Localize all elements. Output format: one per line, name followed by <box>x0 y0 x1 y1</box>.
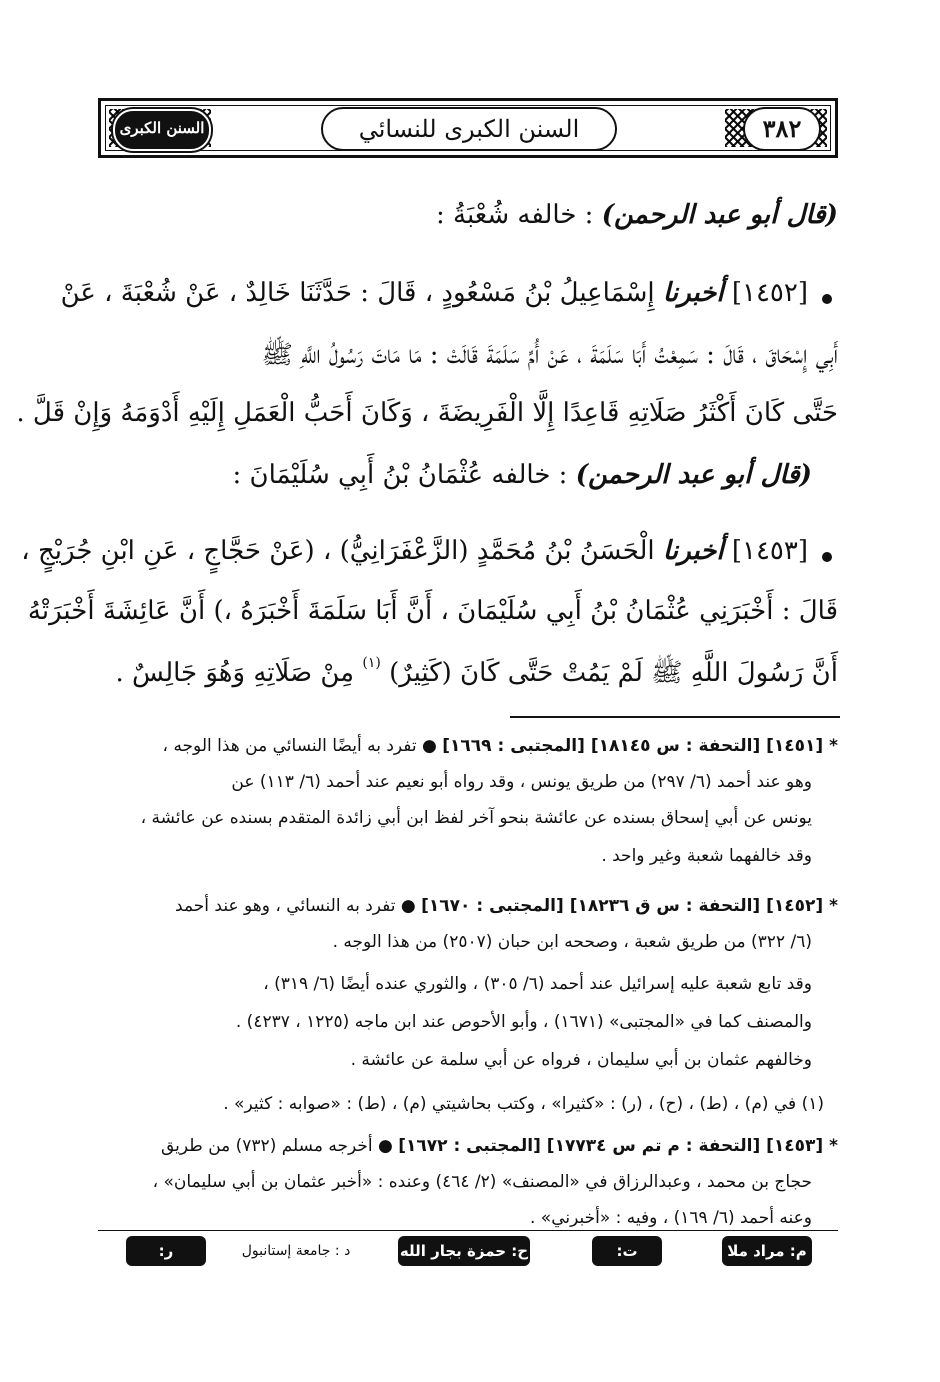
footer-rule <box>98 1230 838 1231</box>
footnote-1453-ref: * [١٤٥٣] [التحفة : م تم س ١٧٧٣٤] [المجتبى : ١٦٧٢] <box>398 1136 838 1156</box>
footnote-1452-line-2: (٦/ ٣٢٢) من طريق شعبة ، وصححه ابن حبان (٢٥٠٧) من هذا الوجه . <box>332 932 812 952</box>
manuscript-label-d: د : جامعة إستانبول <box>241 1243 351 1259</box>
footnote-1451-line-2: وهو عند أحمد (٦/ ٢٩٧) من طريق يونس ، وقد رواه أبو نعيم عند أحمد (٦/ ١١٣) عن <box>231 772 812 792</box>
hadith-number-1453: [١٤٥٣] <box>731 536 808 566</box>
variant-note-1: (١) في (م) ، (ط) ، (ح) ، (ر) : «كثيرا» ، وكتب بحاشيتي (م) ، (ط) : «صوابه : كثير» . <box>223 1094 824 1114</box>
footnote-1452-line-5: وخالفهم عثمان بن أبي سليمان ، فرواه عن أبي سلمة عن عائشة . <box>350 1050 812 1070</box>
footnote-1453-line-2: حجاج بن محمد ، وعبدالرزاق في «المصنف» (٢/ ٤٦٤) وعنده : «أخبر عثمان بن أبي سليمان» ، <box>152 1172 812 1192</box>
manuscript-badge-t: ت: تطوان <box>592 1236 662 1266</box>
manuscript-badge-h: ح: حمزة بجار الله <box>398 1236 530 1266</box>
footnote-1453-line-3: وعنه أحمد (٦/ ١٦٩) ، وفيه : «أخبرني» . <box>529 1208 812 1228</box>
hadith-1452-line-3: حَتَّى كَانَ أَكْثَرُ صَلَاتِهِ قَاعِدًا إِلَّا الْفَرِيضَةَ ، وَكَانَ أَحَبُّ الْعَمَلِ إِلَيْهِ أَدْوَمَهُ وَإِنْ قَلَّ . <box>16 398 838 428</box>
hadith-1452-line-2: أَبِي إِسْحَاقَ ، قَالَ : سَمِعْتُ أَبَا سَلَمَةَ ، عَنْ أُمِّ سَلَمَةَ قَالَتْ : مَا مَاتَ رَسُولُ اللَّهِ ﷺ <box>261 340 838 370</box>
text-line-1 <box>436 200 838 230</box>
author-statement: (قال أبو عبد الرحمن) <box>575 460 812 490</box>
text-line-5 <box>232 460 812 490</box>
footnote-1451-note: ● تفرد به أيضًا النسائي من هذا الوجه ، <box>162 736 437 756</box>
footnote-1451-line-3: يونس عن أبي إسحاق بسنده عن عائشة بنحو آخر لفظ ابن أبي زائدة المتقدم بسنده عن عائشة ، <box>140 808 812 828</box>
footnote-marker-1: (١) <box>362 655 381 671</box>
hadith-1453-text-3a: أَنَّ رَسُولَ اللَّهِ ﷺ لَمْ يَمُتْ حَتَّى كَانَ (كَثِيرٌ) <box>389 658 838 688</box>
hadith-1453-line-3 <box>116 656 838 694</box>
footnote-1452-line-1 <box>175 896 838 916</box>
hadith-1453-text-1: الْحَسَنُ بْنُ مُحَمَّدٍ (الزَّعْفَرَانِيُّ) ، (عَنْ حَجَّاجٍ ، عَنِ ابْنِ جُرَيْجٍ ، <box>21 536 655 566</box>
text-line-5-rest: : خالفه عُثْمَانُ بْنُ أَبِي سُلَيْمَانَ : <box>232 460 568 490</box>
hadith-1453-line-2: قَالَ : أَخْبَرَنِي عُثْمَانُ بْنُ أَبِي سُلَيْمَانَ ، أَنَّ أَبَا سَلَمَةَ أَخْبَرَهُ ،) أَنَّ عَائِشَةَ أَخْبَرَتْهُ <box>27 596 838 626</box>
page-number: ٣٨٢ <box>743 107 821 151</box>
footnote-1452-line-3: وقد تابع شعبة عليه إسرائيل عند أحمد (٦/ ٣٠٥) ، والثوري عنده أيضًا (٦/ ٣١٩) ، <box>263 974 812 994</box>
hadith-1453-line-1 <box>21 536 808 566</box>
akhbarana-label: أخبرنا <box>662 536 724 566</box>
page-header <box>98 98 838 158</box>
footnote-1453-line-1 <box>161 1136 838 1156</box>
footnote-1451-line-1 <box>163 736 838 756</box>
footnote-1452-ref: * [١٤٥٢] [التحفة : س ق ١٨٢٣٦] [المجتبى : ١٦٧٠] <box>421 896 838 916</box>
text-line-1-rest: : خالفه شُعْبَةُ : <box>436 200 594 230</box>
akhbarana-label: أخبرنا <box>662 278 724 308</box>
hadith-bullet-1452 <box>822 294 832 304</box>
manuscript-badge-r: ر: الظاهرية <box>126 1236 206 1266</box>
footnote-1451-line-4: وقد خالفهما شعبة وغير واحد . <box>601 846 812 866</box>
author-statement: (قال أبو عبد الرحمن) <box>601 200 838 230</box>
book-title: السنن الكبرى للنسائي <box>321 107 617 151</box>
hadith-1452-line-1 <box>61 278 808 308</box>
hadith-number-1452: [١٤٥٢] <box>731 278 808 308</box>
emblem-text: السنن الكبرى <box>119 119 205 137</box>
hadith-bullet-1453 <box>822 552 832 562</box>
hadith-1452-text-1: إِسْمَاعِيلُ بْنُ مَسْعُودٍ ، قَالَ : حَدَّثَنَا خَالِدٌ ، عَنْ شُعْبَةَ ، عَنْ <box>60 278 655 308</box>
manuscript-badge-m: م: مراد ملا <box>722 1236 812 1266</box>
footnote-1453-note: ● أخرجه مسلم (٧٣٢) من طريق <box>160 1136 393 1156</box>
footnote-1452-line-4: والمصنف كما في «المجتبى» (١٦٧١) ، وأبو الأحوص عند ابن ماجه (١٢٢٥ ، ٤٢٣٧) . <box>235 1012 812 1032</box>
footnote-1452-note: ● تفرد به النسائي ، وهو عند أحمد <box>175 896 416 916</box>
book-emblem <box>113 109 211 151</box>
footnote-1451-ref: * [١٤٥١] [التحفة : س ١٨١٤٥] [المجتبى : ١٦٦٩] <box>442 736 838 756</box>
hadith-1453-text-3b: مِنْ صَلَاتِهِ وَهُوَ جَالِسٌ . <box>115 658 355 688</box>
footnote-separator <box>510 716 840 718</box>
